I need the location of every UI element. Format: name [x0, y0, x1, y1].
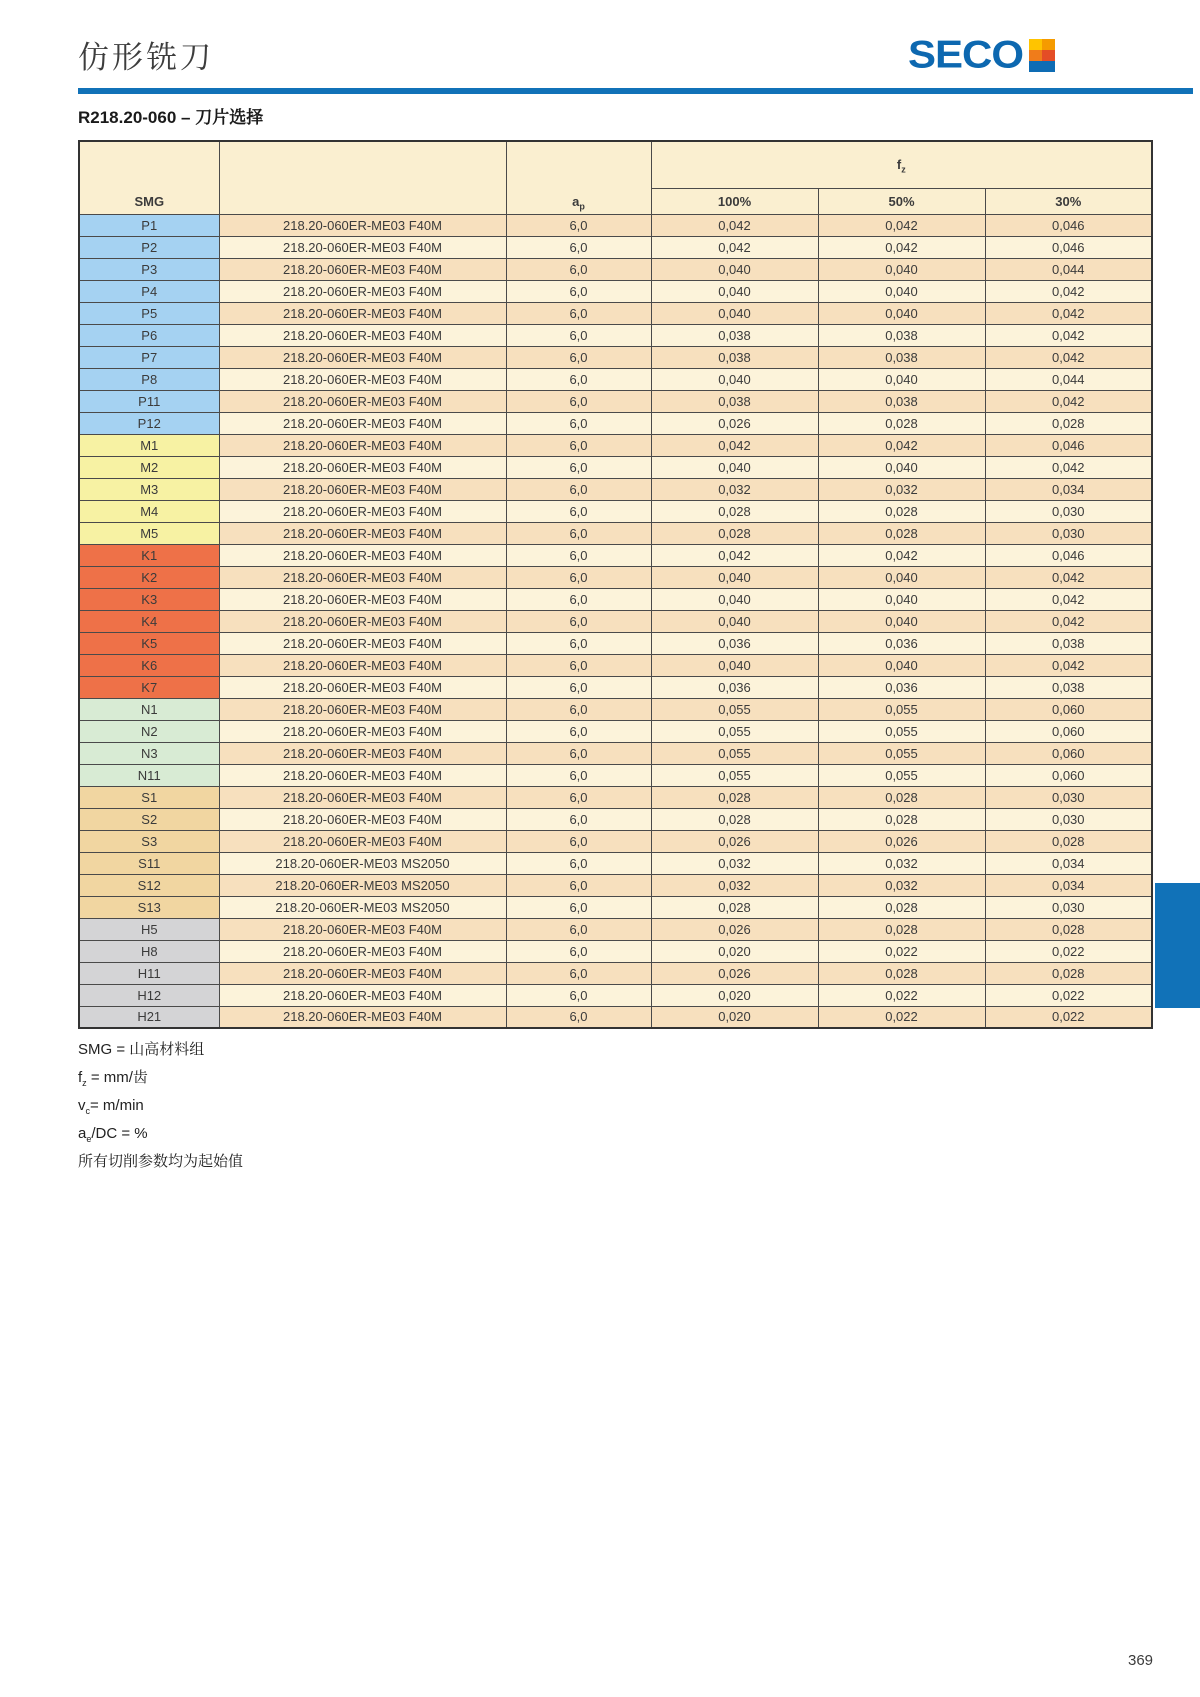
smg-cell: S13: [79, 896, 219, 918]
fz100-cell: 0,040: [651, 280, 818, 302]
smg-cell: H5: [79, 918, 219, 940]
insert-cell: 218.20-060ER-ME03 F40M: [219, 478, 506, 500]
seco-flag-square: [1029, 39, 1042, 50]
insert-cell: 218.20-060ER-ME03 F40M: [219, 566, 506, 588]
insert-cell: 218.20-060ER-ME03 F40M: [219, 324, 506, 346]
smg-cell: P4: [79, 280, 219, 302]
fz30-cell: 0,030: [985, 786, 1152, 808]
footnote-fz: $f_z = mm/$齿: [78, 1069, 148, 1088]
smg-cell: M2: [79, 456, 219, 478]
ap-cell: 6,0: [506, 610, 651, 632]
table-row: [79, 808, 1152, 830]
ap-cell: 6,0: [506, 566, 651, 588]
insert-table-body: [79, 214, 1152, 1028]
insert-selection-table: [78, 140, 1153, 1029]
ap-cell: 6,0: [506, 786, 651, 808]
fz100-cell: 0,040: [651, 610, 818, 632]
table-row: [79, 764, 1152, 786]
insert-cell: 218.20-060ER-ME03 F40M: [219, 522, 506, 544]
fz100-cell: 0,036: [651, 676, 818, 698]
fz50-cell: 0,040: [818, 610, 985, 632]
fz30-cell: 0,022: [985, 984, 1152, 1006]
ap-cell: 6,0: [506, 258, 651, 280]
fz-50-header: 50%: [818, 188, 985, 214]
section-heading: R218.20-060 – 刀片选择: [78, 108, 264, 127]
ap-cell: 6,0: [506, 324, 651, 346]
fz30-cell: 0,042: [985, 302, 1152, 324]
fz50-cell: 0,038: [818, 390, 985, 412]
smg-cell: S1: [79, 786, 219, 808]
smg-cell: P2: [79, 236, 219, 258]
fz50-cell: 0,028: [818, 808, 985, 830]
insert-cell: 218.20-060ER-ME03 F40M: [219, 808, 506, 830]
table-row: [79, 258, 1152, 280]
smg-cell: N2: [79, 720, 219, 742]
fz100-cell: 0,040: [651, 654, 818, 676]
fz30-cell: 0,060: [985, 720, 1152, 742]
fz30-cell: 0,046: [985, 236, 1152, 258]
fz30-cell: 0,046: [985, 434, 1152, 456]
insert-cell: 218.20-060ER-ME03 F40M: [219, 412, 506, 434]
fz100-cell: 0,020: [651, 940, 818, 962]
page-title: 仿形铣刀: [78, 40, 214, 76]
ap-cell: 6,0: [506, 896, 651, 918]
ap-cell: 6,0: [506, 720, 651, 742]
table-row: [79, 588, 1152, 610]
insert-cell: 218.20-060ER-ME03 MS2050: [219, 896, 506, 918]
insert-cell: 218.20-060ER-ME03 F40M: [219, 698, 506, 720]
insert-cell: 218.20-060ER-ME03 F40M: [219, 434, 506, 456]
table-row: [79, 390, 1152, 412]
fz100-cell: 0,040: [651, 368, 818, 390]
fz100-cell: 0,040: [651, 302, 818, 324]
insert-cell: 218.20-060ER-ME03 F40M: [219, 676, 506, 698]
insert-cell: 218.20-060ER-ME03 F40M: [219, 346, 506, 368]
fz30-cell: 0,030: [985, 808, 1152, 830]
table-row: [79, 500, 1152, 522]
fz100-cell: 0,028: [651, 500, 818, 522]
smg-cell: M1: [79, 434, 219, 456]
fz30-cell: 0,060: [985, 764, 1152, 786]
ap-cell: 6,0: [506, 764, 651, 786]
fz100-cell: 0,026: [651, 412, 818, 434]
fz50-cell: 0,026: [818, 830, 985, 852]
fz50-cell: 0,028: [818, 412, 985, 434]
smg-cell: S11: [79, 852, 219, 874]
fz30-cell: 0,046: [985, 214, 1152, 236]
table-row: [79, 984, 1152, 1006]
footnote-start-values: 所有切削参数均为起始值: [78, 1153, 244, 1170]
fz-100-header: 100%: [651, 188, 818, 214]
ap-cell: 6,0: [506, 874, 651, 896]
fz100-cell: 0,028: [651, 786, 818, 808]
table-row: [79, 786, 1152, 808]
insert-cell: 218.20-060ER-ME03 F40M: [219, 1006, 506, 1028]
table-row: [79, 566, 1152, 588]
smg-cell: H8: [79, 940, 219, 962]
seco-flag-square: [1042, 39, 1055, 50]
fz100-cell: 0,036: [651, 632, 818, 654]
fz30-cell: 0,028: [985, 962, 1152, 984]
fz30-cell: 0,028: [985, 412, 1152, 434]
fz30-cell: 0,042: [985, 654, 1152, 676]
seco-flag-square: [1029, 61, 1042, 72]
insert-cell: 218.20-060ER-ME03 F40M: [219, 786, 506, 808]
fz50-cell: 0,028: [818, 522, 985, 544]
fz50-cell: 0,022: [818, 940, 985, 962]
fz-30-header: 30%: [985, 188, 1152, 214]
insert-cell: 218.20-060ER-ME03 F40M: [219, 236, 506, 258]
smg-cell: N11: [79, 764, 219, 786]
fz100-cell: 0,042: [651, 236, 818, 258]
fz50-cell: 0,042: [818, 214, 985, 236]
smg-cell: K4: [79, 610, 219, 632]
fz100-cell: 0,038: [651, 390, 818, 412]
fz50-cell: 0,040: [818, 302, 985, 324]
smg-cell: P3: [79, 258, 219, 280]
fz30-cell: 0,042: [985, 346, 1152, 368]
fz100-cell: 0,055: [651, 742, 818, 764]
insert-cell: 218.20-060ER-ME03 F40M: [219, 280, 506, 302]
insert-cell: 218.20-060ER-ME03 F40M: [219, 588, 506, 610]
table-row: [79, 368, 1152, 390]
fz30-cell: 0,030: [985, 500, 1152, 522]
smg-cell: N3: [79, 742, 219, 764]
table-row: [79, 720, 1152, 742]
header-rule: [78, 88, 1193, 94]
insert-cell: 218.20-060ER-ME03 F40M: [219, 610, 506, 632]
ap-cell: 6,0: [506, 698, 651, 720]
fz30-cell: 0,046: [985, 544, 1152, 566]
fz100-cell: 0,020: [651, 984, 818, 1006]
fz30-cell: 0,060: [985, 742, 1152, 764]
insert-column-header: [219, 141, 506, 214]
insert-cell: 218.20-060ER-ME03 F40M: [219, 258, 506, 280]
fz30-cell: 0,042: [985, 324, 1152, 346]
ap-cell: 6,0: [506, 302, 651, 324]
smg-cell: K7: [79, 676, 219, 698]
fz30-cell: 0,028: [985, 830, 1152, 852]
smg-cell: H11: [79, 962, 219, 984]
fz30-cell: 0,038: [985, 676, 1152, 698]
seco-flag-square: [1029, 50, 1042, 61]
table-row: [79, 434, 1152, 456]
fz50-cell: 0,042: [818, 236, 985, 258]
ap-cell: 6,0: [506, 390, 651, 412]
smg-cell: H21: [79, 1006, 219, 1028]
table-row: [79, 214, 1152, 236]
ap-cell: 6,0: [506, 456, 651, 478]
table-row: [79, 962, 1152, 984]
fz50-cell: 0,036: [818, 632, 985, 654]
insert-cell: 218.20-060ER-ME03 F40M: [219, 962, 506, 984]
smg-cell: K5: [79, 632, 219, 654]
fz50-cell: 0,028: [818, 962, 985, 984]
insert-cell: 218.20-060ER-ME03 F40M: [219, 764, 506, 786]
insert-cell: 218.20-060ER-ME03 F40M: [219, 654, 506, 676]
fz30-cell: 0,042: [985, 280, 1152, 302]
ap-cell: 6,0: [506, 280, 651, 302]
fz100-cell: 0,032: [651, 874, 818, 896]
table-row: [79, 236, 1152, 258]
fz100-cell: 0,055: [651, 720, 818, 742]
ap-cell: 6,0: [506, 478, 651, 500]
fz100-cell: 0,038: [651, 346, 818, 368]
fz50-cell: 0,028: [818, 918, 985, 940]
table-row: [79, 412, 1152, 434]
insert-cell: 218.20-060ER-ME03 F40M: [219, 368, 506, 390]
fz50-cell: 0,040: [818, 654, 985, 676]
fz100-cell: 0,028: [651, 808, 818, 830]
fz30-cell: 0,034: [985, 874, 1152, 896]
fz50-cell: 0,040: [818, 456, 985, 478]
fz50-cell: 0,022: [818, 984, 985, 1006]
footnotes: [78, 1040, 243, 1180]
table-row: [79, 852, 1152, 874]
smg-cell: P1: [79, 214, 219, 236]
fz30-cell: 0,022: [985, 1006, 1152, 1028]
smg-cell: S2: [79, 808, 219, 830]
smg-cell: P8: [79, 368, 219, 390]
table-row: [79, 654, 1152, 676]
fz100-cell: 0,026: [651, 918, 818, 940]
ap-cell: 6,0: [506, 500, 651, 522]
fz30-cell: 0,030: [985, 896, 1152, 918]
fz100-cell: 0,026: [651, 830, 818, 852]
fz50-cell: 0,032: [818, 478, 985, 500]
fz100-cell: 0,042: [651, 544, 818, 566]
insert-cell: 218.20-060ER-ME03 F40M: [219, 742, 506, 764]
smg-cell: N1: [79, 698, 219, 720]
fz30-cell: 0,030: [985, 522, 1152, 544]
section-side-tab: [1155, 883, 1200, 1008]
fz100-cell: 0,040: [651, 566, 818, 588]
table-row: [79, 632, 1152, 654]
table-row: [79, 302, 1152, 324]
ap-cell: 6,0: [506, 808, 651, 830]
fz50-cell: 0,032: [818, 874, 985, 896]
ap-cell: 6,0: [506, 918, 651, 940]
smg-cell: P12: [79, 412, 219, 434]
fz30-cell: 0,042: [985, 390, 1152, 412]
smg-cell: M5: [79, 522, 219, 544]
ap-cell: 6,0: [506, 830, 651, 852]
fz50-cell: 0,042: [818, 434, 985, 456]
ap-cell: 6,0: [506, 368, 651, 390]
fz100-cell: 0,032: [651, 852, 818, 874]
table-row: [79, 610, 1152, 632]
smg-cell: K3: [79, 588, 219, 610]
fz30-cell: 0,034: [985, 478, 1152, 500]
fz50-cell: 0,055: [818, 720, 985, 742]
ap-cell: 6,0: [506, 654, 651, 676]
fz30-cell: 0,044: [985, 258, 1152, 280]
table-row: [79, 918, 1152, 940]
insert-cell: 218.20-060ER-ME03 F40M: [219, 500, 506, 522]
fz50-cell: 0,042: [818, 544, 985, 566]
fz30-cell: 0,060: [985, 698, 1152, 720]
page-number: 369: [1128, 1652, 1154, 1669]
smg-cell: M3: [79, 478, 219, 500]
ap-cell: 6,0: [506, 632, 651, 654]
fz30-cell: 0,042: [985, 610, 1152, 632]
ap-cell: 6,0: [506, 1006, 651, 1028]
smg-cell: K2: [79, 566, 219, 588]
footnote-vc: $v_c= m/\min$: [78, 1097, 144, 1116]
ap-cell: 6,0: [506, 346, 651, 368]
fz50-cell: 0,040: [818, 280, 985, 302]
fz100-cell: 0,020: [651, 1006, 818, 1028]
table-row: [79, 940, 1152, 962]
table-row: [79, 1006, 1152, 1028]
fz50-cell: 0,038: [818, 346, 985, 368]
fz100-cell: 0,040: [651, 456, 818, 478]
fz50-cell: 0,036: [818, 676, 985, 698]
fz100-cell: 0,028: [651, 896, 818, 918]
seco-flag-square: [1042, 61, 1055, 72]
ap-cell: 6,0: [506, 236, 651, 258]
fz100-cell: 0,032: [651, 478, 818, 500]
table-row: [79, 896, 1152, 918]
ap-cell: 6,0: [506, 214, 651, 236]
fz50-cell: 0,032: [818, 852, 985, 874]
insert-cell: 218.20-060ER-ME03 F40M: [219, 302, 506, 324]
smg-cell: P11: [79, 390, 219, 412]
fz-column-header: $f_z$: [651, 141, 1152, 188]
seco-logo: [908, 32, 1055, 76]
table-row: [79, 544, 1152, 566]
fz50-cell: 0,040: [818, 258, 985, 280]
table-row: [79, 698, 1152, 720]
fz100-cell: 0,028: [651, 522, 818, 544]
fz50-cell: 0,038: [818, 324, 985, 346]
smg-cell: M4: [79, 500, 219, 522]
table-row: [79, 346, 1152, 368]
smg-cell: P5: [79, 302, 219, 324]
ap-cell: 6,0: [506, 676, 651, 698]
fz50-cell: 0,040: [818, 368, 985, 390]
table-header: [79, 141, 1152, 214]
fz50-cell: 0,055: [818, 698, 985, 720]
smg-cell: K1: [79, 544, 219, 566]
fz30-cell: 0,022: [985, 940, 1152, 962]
fz100-cell: 0,042: [651, 214, 818, 236]
ap-cell: 6,0: [506, 852, 651, 874]
table-row: [79, 874, 1152, 896]
fz100-cell: 0,040: [651, 588, 818, 610]
fz30-cell: 0,042: [985, 566, 1152, 588]
fz50-cell: 0,028: [818, 896, 985, 918]
insert-cell: 218.20-060ER-ME03 F40M: [219, 940, 506, 962]
fz50-cell: 0,055: [818, 742, 985, 764]
fz50-cell: 0,028: [818, 500, 985, 522]
fz100-cell: 0,038: [651, 324, 818, 346]
table-row: [79, 522, 1152, 544]
insert-cell: 218.20-060ER-ME03 F40M: [219, 214, 506, 236]
ap-cell: 6,0: [506, 962, 651, 984]
insert-cell: 218.20-060ER-ME03 F40M: [219, 632, 506, 654]
ap-column-header: $a_p$: [506, 141, 651, 214]
fz30-cell: 0,034: [985, 852, 1152, 874]
seco-logo-text: SECO: [908, 32, 1024, 76]
insert-cell: 218.20-060ER-ME03 MS2050: [219, 852, 506, 874]
fz30-cell: 0,042: [985, 456, 1152, 478]
table-row: [79, 456, 1152, 478]
insert-cell: 218.20-060ER-ME03 F40M: [219, 720, 506, 742]
ap-cell: 6,0: [506, 544, 651, 566]
fz30-cell: 0,042: [985, 588, 1152, 610]
ap-cell: 6,0: [506, 742, 651, 764]
smg-cell: S3: [79, 830, 219, 852]
fz100-cell: 0,040: [651, 258, 818, 280]
smg-cell: P6: [79, 324, 219, 346]
fz30-cell: 0,044: [985, 368, 1152, 390]
fz100-cell: 0,026: [651, 962, 818, 984]
insert-cell: 218.20-060ER-ME03 F40M: [219, 456, 506, 478]
table-row: [79, 280, 1152, 302]
insert-cell: 218.20-060ER-ME03 F40M: [219, 830, 506, 852]
insert-cell: 218.20-060ER-ME03 F40M: [219, 984, 506, 1006]
ap-cell: 6,0: [506, 522, 651, 544]
fz50-cell: 0,022: [818, 1006, 985, 1028]
seco-flag-square: [1042, 50, 1055, 61]
table-row: [79, 676, 1152, 698]
fz50-cell: 0,028: [818, 786, 985, 808]
fz50-cell: 0,055: [818, 764, 985, 786]
ap-cell: 6,0: [506, 588, 651, 610]
fz100-cell: 0,042: [651, 434, 818, 456]
seco-flag-icon: [1029, 39, 1055, 72]
ap-cell: 6,0: [506, 984, 651, 1006]
insert-cell: 218.20-060ER-ME03 MS2050: [219, 874, 506, 896]
fz30-cell: 0,038: [985, 632, 1152, 654]
fz100-cell: 0,055: [651, 764, 818, 786]
ap-cell: 6,0: [506, 412, 651, 434]
ap-cell: 6,0: [506, 434, 651, 456]
fz50-cell: 0,040: [818, 566, 985, 588]
table-row: [79, 324, 1152, 346]
table-row: [79, 742, 1152, 764]
smg-cell: S12: [79, 874, 219, 896]
footnote-smg: SMG = 山高材料组: [78, 1041, 205, 1058]
table-row: [79, 478, 1152, 500]
insert-cell: 218.20-060ER-ME03 F40M: [219, 918, 506, 940]
footnote-ae: $a_e/DC$ = %: [78, 1125, 148, 1144]
fz100-cell: 0,055: [651, 698, 818, 720]
smg-cell: K6: [79, 654, 219, 676]
table-row: [79, 830, 1152, 852]
ap-cell: 6,0: [506, 940, 651, 962]
insert-cell: 218.20-060ER-ME03 F40M: [219, 390, 506, 412]
fz50-cell: 0,040: [818, 588, 985, 610]
smg-column-header: SMG: [79, 141, 219, 214]
smg-cell: H12: [79, 984, 219, 1006]
fz30-cell: 0,028: [985, 918, 1152, 940]
insert-cell: 218.20-060ER-ME03 F40M: [219, 544, 506, 566]
smg-cell: P7: [79, 346, 219, 368]
